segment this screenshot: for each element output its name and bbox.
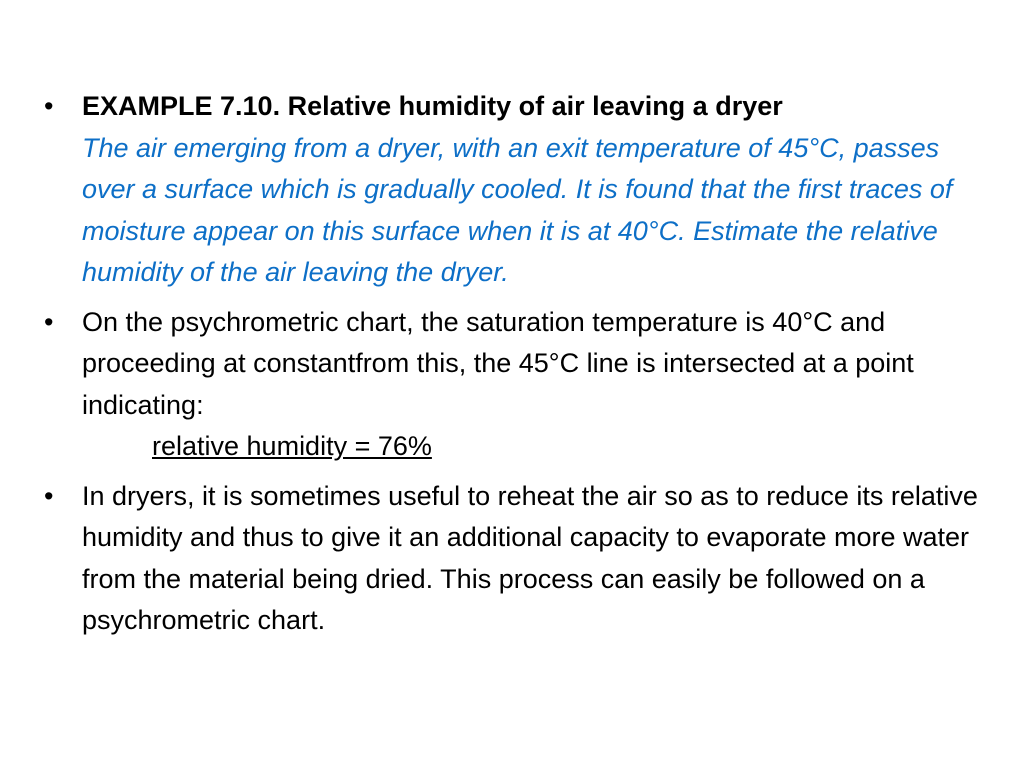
reheat-note-text: In dryers, it is sometimes useful to reheat the air so as to reduce its relative humidity and thus to give it an additional capacity to evaporate more water from the material being dried. This process can easily be followed on a psychrometric chart. (82, 480, 978, 635)
bullet-marker: • (44, 91, 54, 121)
bullet-marker: • (44, 306, 54, 337)
bullet-marker: • (44, 480, 54, 511)
example-problem-text: The air emerging from a dryer, with an exit temperature of 45°C, passes over a surface which is gradually cooled. It is found that the first traces of moisture appear on this surface when it is at 40°C. Estimate the relative humidity of the air leaving the dryer. (82, 132, 953, 287)
solution-text: On the psychrometric chart, the saturation temperature is 40°C and proceeding at constantfrom this, the 45°C line is intersected at a point indicating: (82, 306, 914, 420)
bullet-example (44, 86, 994, 294)
example-title: EXAMPLE 7.10. Relative humidity of air leaving a dryer (82, 91, 783, 121)
bullet-reheat-note (44, 476, 994, 642)
bullet-solution (44, 302, 994, 468)
solution-result: relative humidity = 76% (152, 431, 432, 461)
bullet-list (44, 86, 994, 650)
